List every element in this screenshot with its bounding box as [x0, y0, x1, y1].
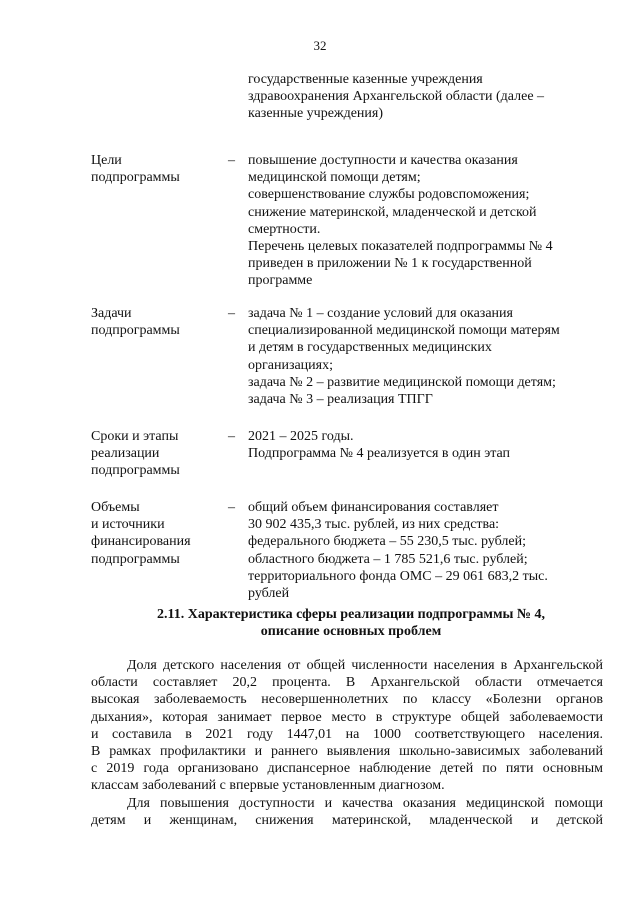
body-line: с 2019 года организовано диспансерное наблюдение детей по пяти основным [91, 761, 603, 777]
passport-row-timeline [91, 428, 611, 499]
label-line: Задачи [91, 306, 132, 321]
value-line: снижение материнской, младенческой и детской [248, 204, 537, 220]
row-label [91, 152, 228, 305]
body-line: высокая заболеваемость несовершеннолетних по классу «Болезни органов [91, 692, 603, 708]
heading-line: 2.11. Характеристика сферы реализации подпрограммы № 4, [157, 607, 545, 622]
label-line: Цели [91, 153, 122, 168]
row-label [91, 305, 228, 428]
label-line: подпрограммы [91, 170, 180, 186]
label-line: Сроки и этапы [91, 429, 179, 444]
row-value [248, 305, 611, 428]
body-line: области составляет 20,2 процента. В Архангельской области отмечается [91, 675, 603, 691]
passport-row-tasks [91, 305, 611, 428]
row-value [248, 71, 611, 152]
body-paragraphs [91, 657, 603, 829]
row-dash: – [228, 153, 235, 168]
value-line: организациях; [248, 357, 333, 373]
value-line: казенные учреждения) [248, 106, 384, 122]
label-line: подпрограммы [91, 323, 180, 339]
body-line: В рамках профилактики и раннего выявления школьно-зависимых заболеваний [91, 743, 603, 759]
row-dash: – [228, 429, 235, 444]
value-line: задача № 1 – создание условий для оказания [248, 306, 513, 321]
value-line: повышение доступности и качества оказания [248, 153, 518, 168]
section-heading [91, 606, 611, 640]
body-line: Доля детского населения от общей численности населения в Архангельской [127, 658, 603, 673]
label-line: реализации [91, 446, 160, 462]
row-dash [228, 71, 248, 152]
value-line: программе [248, 273, 313, 289]
row-dash: – [228, 500, 235, 515]
body-line: детям и женщинам, снижения материнской, младенческой и детской [91, 812, 603, 828]
value-line: областного бюджета – 1 785 521,6 тыс. рублей; [248, 551, 528, 567]
value-line: приведен в приложении № 1 к государственной [248, 256, 532, 272]
value-line: задача № 3 – реализация ТПГГ [248, 392, 433, 408]
passport-row-funding [91, 499, 611, 602]
value-line: федерального бюджета – 55 230,5 тыс. рублей; [248, 534, 526, 550]
row-value [248, 428, 611, 499]
value-line: Перечень целевых показателей подпрограммы № 4 [248, 239, 553, 255]
subprogram-passport-table [91, 71, 611, 602]
passport-row-goals [91, 152, 611, 305]
body-line: классам заболеваний с впервые установленным диагнозом. [91, 778, 445, 794]
label-line: финансирования [91, 534, 191, 550]
value-line: задача № 2 – развитие медицинской помощи детям; [248, 374, 556, 390]
row-dash: – [228, 306, 235, 321]
body-line: Для повышения доступности и качества оказания медицинской помощи [127, 795, 603, 811]
label-line: подпрограммы [91, 463, 180, 479]
value-line: медицинской помощи детям; [248, 170, 421, 186]
body-line: и составила в 2021 году 1447,01 на 1000 соответствующего населения. [91, 726, 603, 742]
passport-row-executors-continued [91, 71, 611, 152]
body-line: дыхания», которая занимает первое место в структуре общей заболеваемости [91, 709, 603, 725]
value-line: 2021 – 2025 годы. [248, 429, 354, 444]
row-label [91, 71, 228, 152]
label-line: и источники [91, 517, 165, 533]
page-number: 32 [313, 38, 327, 53]
value-line: территориального фонда ОМС – 29 061 683,2 тыс. [248, 568, 548, 584]
value-line: государственные казенные учреждения [248, 72, 483, 87]
value-line: рублей [248, 586, 290, 602]
value-line: специализированной медицинской помощи матерям [248, 323, 560, 339]
label-line: Объемы [91, 500, 140, 515]
value-line: совершенствование службы родовспоможения; [248, 187, 530, 203]
value-line: и детям в государственных медицинских [248, 340, 492, 356]
value-line: общий объем финансирования составляет [248, 500, 499, 515]
row-value [248, 152, 611, 305]
row-label [91, 428, 228, 499]
value-line: здравоохранения Архангельской области (далее – [248, 89, 545, 105]
row-value [248, 499, 611, 602]
value-line: смертности. [248, 221, 321, 237]
heading-line: описание основных проблем [260, 624, 442, 640]
value-line: Подпрограмма № 4 реализуется в один этап [248, 446, 511, 462]
value-line: 30 902 435,3 тыс. рублей, из них средства: [248, 517, 500, 533]
row-label [91, 499, 228, 602]
label-line: подпрограммы [91, 551, 180, 567]
